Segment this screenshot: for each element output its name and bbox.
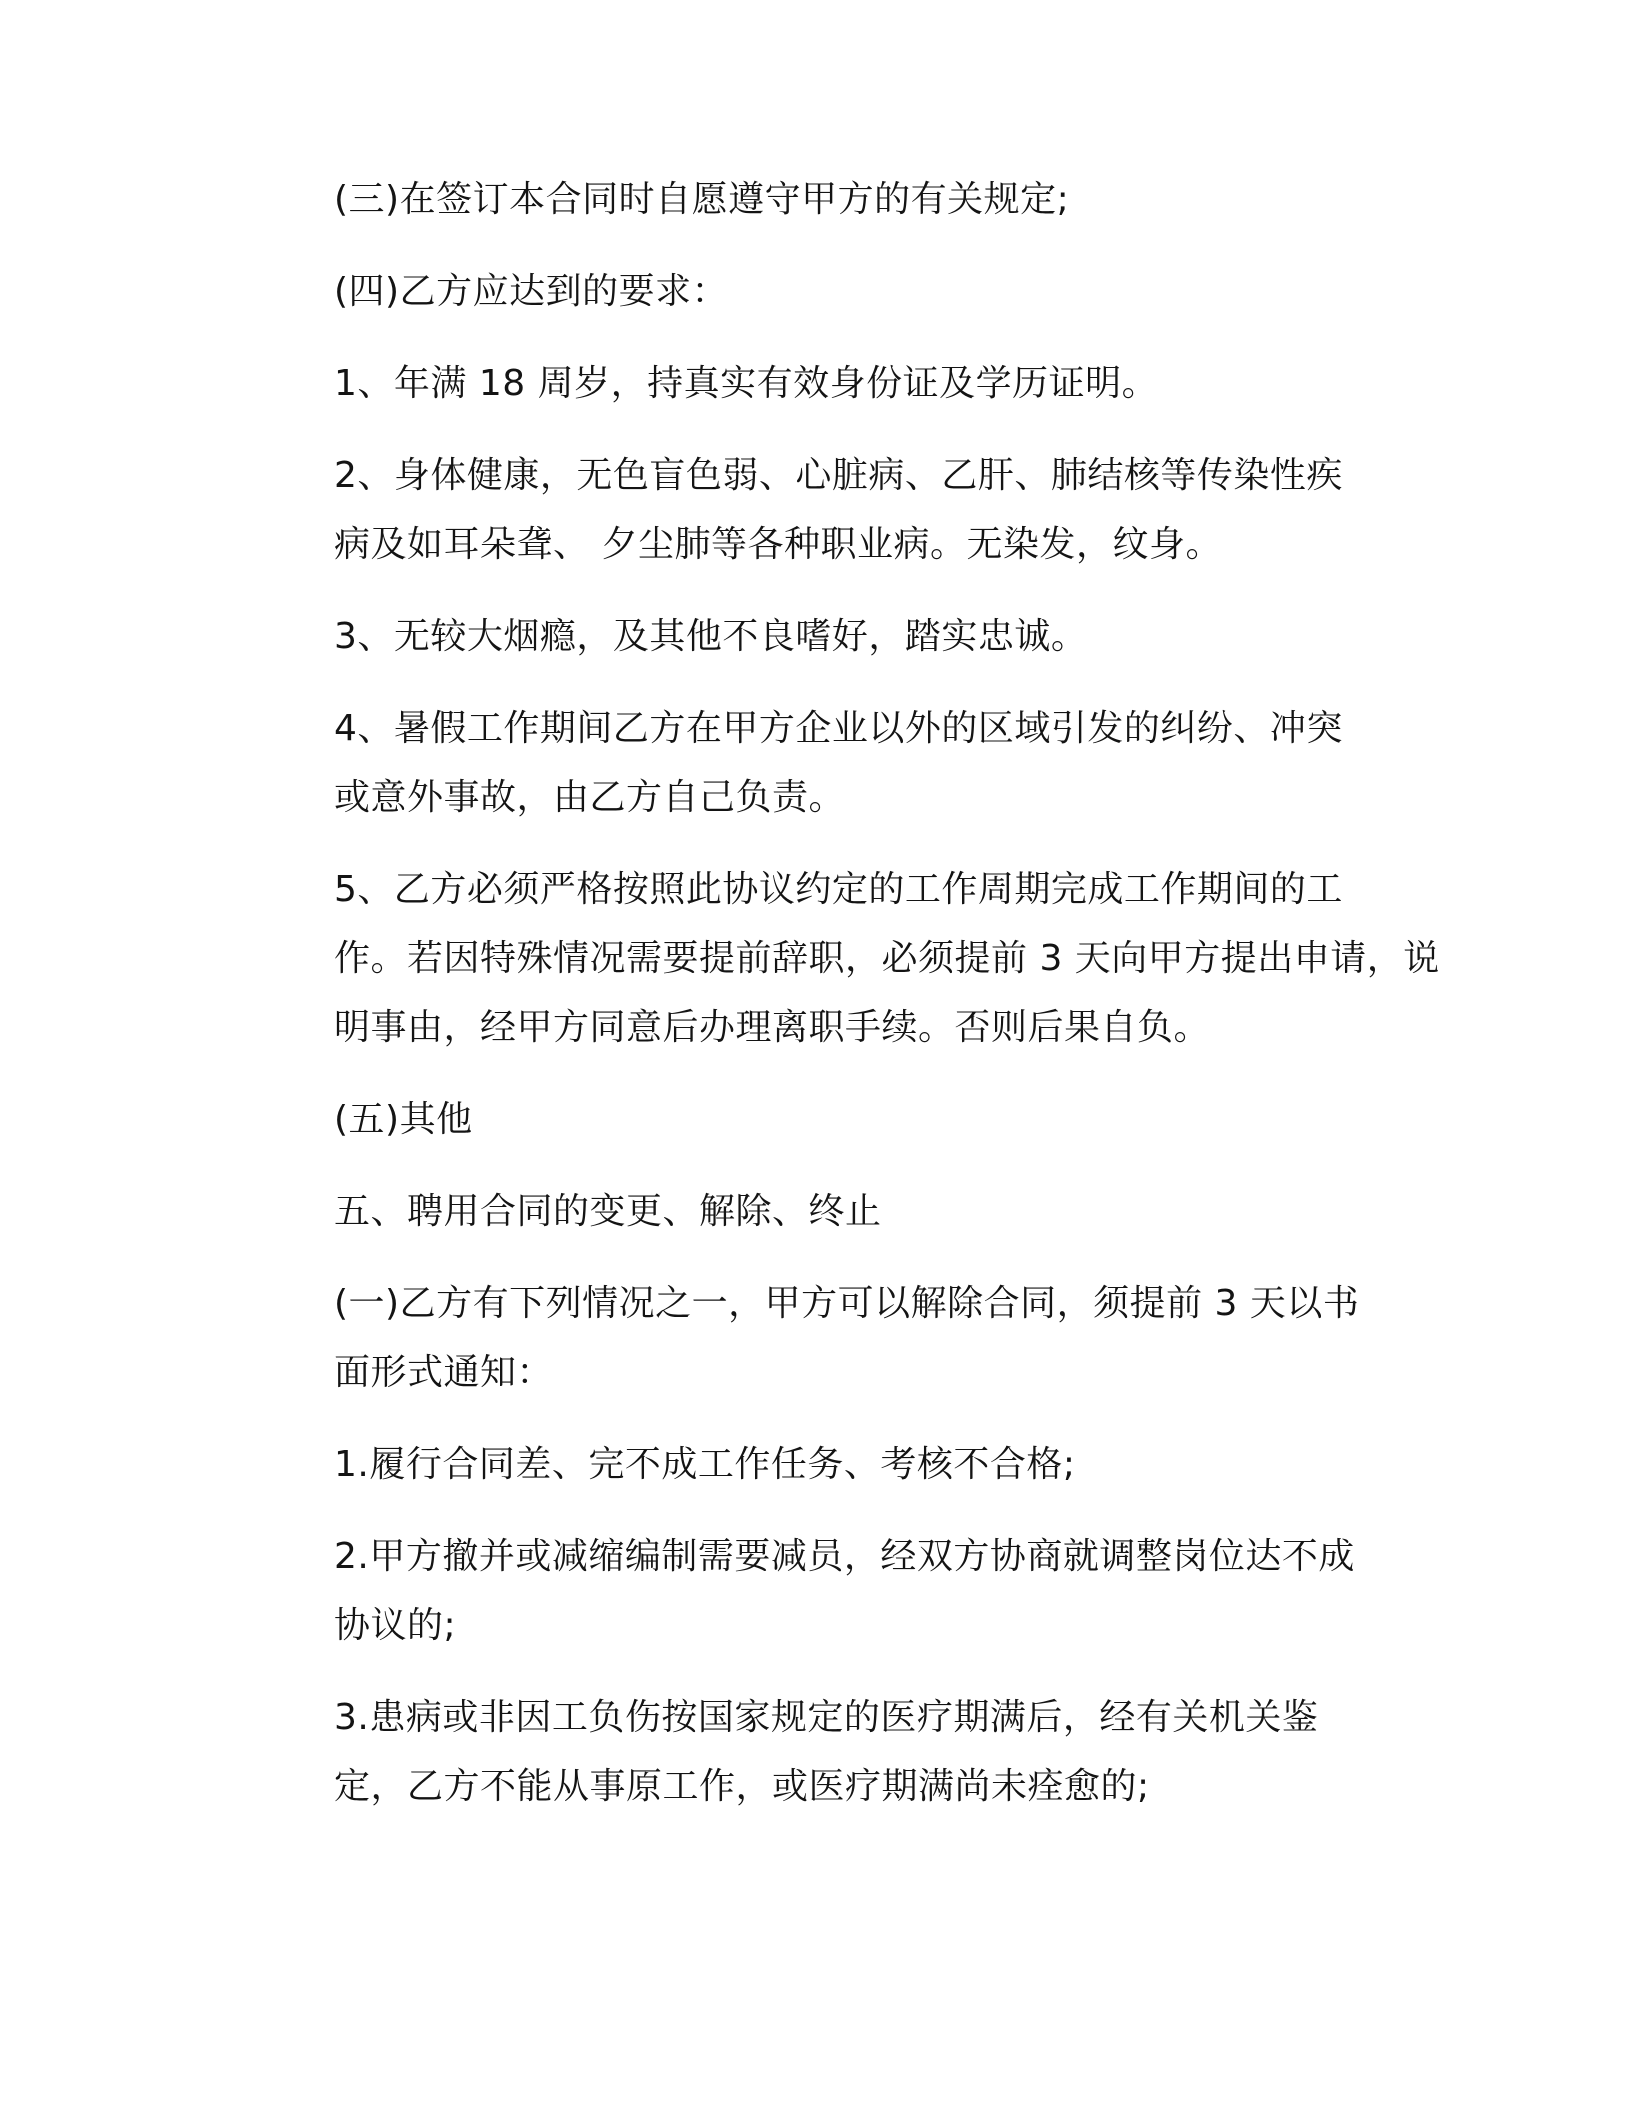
text-line: (四)乙方应达到的要求：: [334, 271, 729, 312]
paragraph-requirement-5: [240, 855, 1440, 1062]
paragraph-termination-item-1: [240, 1430, 1372, 1499]
text-line: 作。若因特殊情况需要提前辞职，必须提前 3 天向甲方提出申请，说: [334, 938, 1440, 979]
section-heading-contract-changes: [240, 1177, 1372, 1246]
text-line: 五、聘用合同的变更、解除、终止: [334, 1191, 882, 1232]
text-line: 1、年满 18 周岁，持真实有效身份证及学历证明。: [334, 363, 1159, 404]
paragraph-clause-3: [240, 165, 1372, 234]
text-line: 1.履行合同差、完不成工作任务、考核不合格;: [334, 1444, 1076, 1485]
text-line: 3、无较大烟瘾，及其他不良嗜好，踏实忠诚。: [334, 616, 1088, 657]
text-line: 4、暑假工作期间乙方在甲方企业以外的区域引发的纠纷、冲突: [334, 708, 1343, 749]
paragraph-clause-4-heading: [240, 257, 1372, 326]
text-line: 5、乙方必须严格按照此协议约定的工作周期完成工作期间的工: [334, 869, 1343, 910]
paragraph-requirement-2: [240, 441, 1372, 579]
text-line: 病及如耳朵聋、 夕尘肺等各种职业病。无染发，纹身。: [334, 524, 1222, 565]
text-line: 定，乙方不能从事原工作，或医疗期满尚未痊愈的;: [334, 1766, 1150, 1807]
text-line: 面形式通知：: [334, 1352, 554, 1393]
text-line: 2.甲方撤并或减缩编制需要减员，经双方协商就调整岗位达不成: [334, 1536, 1355, 1577]
text-line: 3.患病或非因工负伤按国家规定的医疗期满后，经有关机关鉴: [334, 1697, 1319, 1738]
paragraph-termination-item-2: [240, 1522, 1372, 1660]
text-line: (三)在签订本合同时自愿遵守甲方的有关规定;: [334, 179, 1070, 220]
document-body: [240, 165, 1440, 1844]
paragraph-clause-5-other: [240, 1085, 1372, 1154]
paragraph-requirement-1: [240, 349, 1372, 418]
paragraph-requirement-4: [240, 694, 1372, 832]
text-line: 明事由，经甲方同意后办理离职手续。否则后果自负。: [334, 1007, 1211, 1048]
paragraph-termination-conditions: [240, 1269, 1372, 1407]
text-line: 2、身体健康，无色盲色弱、心脏病、乙肝、肺结核等传染性疾: [334, 455, 1343, 496]
text-line: 或意外事故，由乙方自己负责。: [334, 777, 846, 818]
paragraph-termination-item-3: [240, 1683, 1372, 1821]
text-line: 协议的;: [334, 1605, 457, 1646]
text-line: (五)其他: [334, 1099, 473, 1140]
text-line: (一)乙方有下列情况之一，甲方可以解除合同，须提前 3 天以书: [334, 1283, 1360, 1324]
paragraph-requirement-3: [240, 602, 1372, 671]
